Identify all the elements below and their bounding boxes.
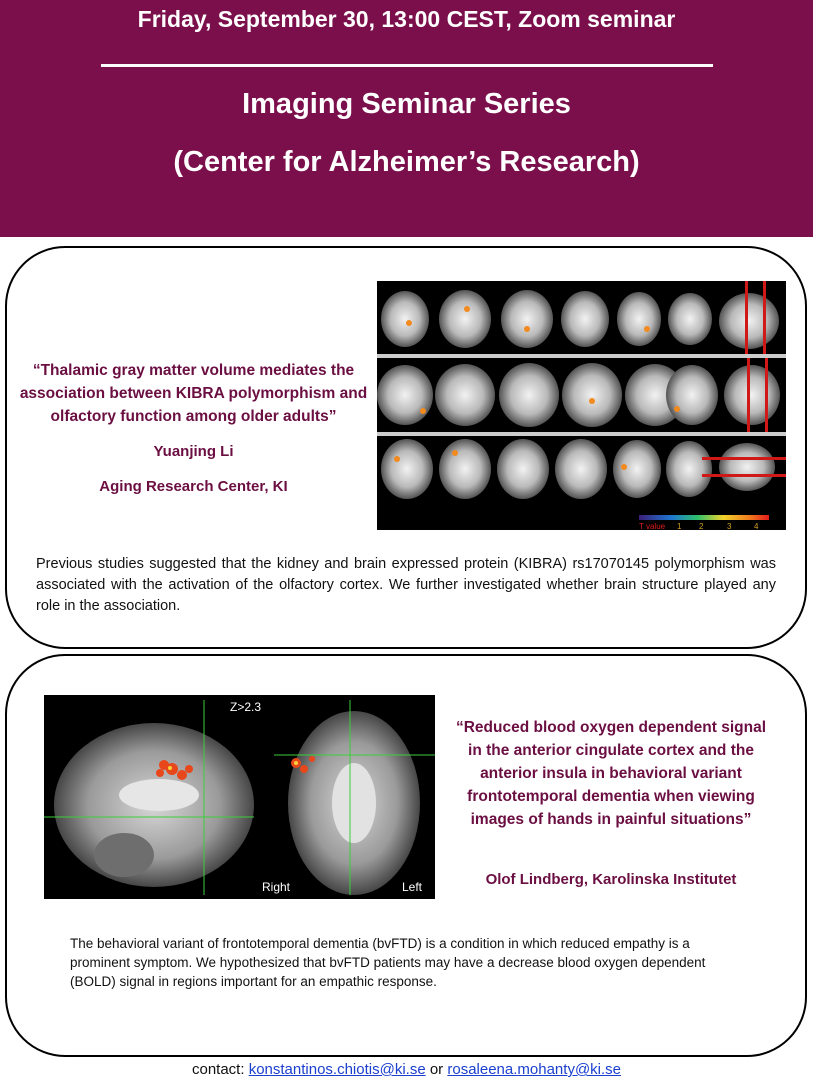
left-label: Left bbox=[402, 880, 423, 894]
right-label: Right bbox=[262, 880, 291, 894]
header-banner bbox=[0, 0, 813, 237]
talk1-card bbox=[5, 246, 807, 649]
talk1-affiliation: Aging Research Center, KI bbox=[99, 478, 288, 495]
talk2-title: “Reduced blood oxygen dependent signal in the anterior cingulate cortex and the anterior insula in behavioral variant frontotemporal dementia when viewing images of hands in painful situations” bbox=[455, 719, 767, 828]
brain-slices-image bbox=[377, 281, 786, 530]
colorbar-tick-4: 4 bbox=[754, 522, 759, 530]
talk1-brain-figure bbox=[377, 281, 786, 530]
email-link-mohanty[interactable]: rosaleena.mohanty@ki.se bbox=[447, 1061, 622, 1078]
colorbar-tick-3: 3 bbox=[727, 522, 732, 530]
email-link-chiotis[interactable]: konstantinos.chiotis@ki.se bbox=[248, 1061, 426, 1078]
colorbar-label: T value bbox=[639, 522, 666, 530]
center-name: (Center for Alzheimer’s Research) bbox=[173, 146, 640, 178]
talk2-speaker: Olof Lindberg, Karolinska Institutet bbox=[485, 871, 737, 888]
talk2-card bbox=[5, 654, 807, 1057]
z-threshold-label: Z>2.3 bbox=[230, 700, 262, 714]
fmri-image bbox=[44, 695, 435, 899]
seminar-date: Friday, September 30, 13:00 CEST, Zoom seminar bbox=[137, 6, 676, 32]
talk1-speaker: Yuanjing Li bbox=[153, 443, 234, 460]
contact-prefix: contact: bbox=[191, 1061, 245, 1078]
series-title: Imaging Seminar Series bbox=[242, 88, 571, 120]
talk2-abstract: The behavioral variant of frontotemporal dementia (bvFTD) is a condition in which reduced empathy is a prominent symptom. We hypothesized that bvFTD patients may have a decrease blood oxygen dependent (BOLD) signal in regions important for an empathic response. bbox=[70, 936, 706, 989]
talk1-title: “Thalamic gray matter volume mediates the association between KIBRA polymorphism and olfactory function among older adults” bbox=[19, 362, 368, 425]
colorbar bbox=[639, 515, 769, 520]
colorbar-tick-1: 1 bbox=[677, 522, 682, 530]
colorbar-tick-2: 2 bbox=[699, 522, 704, 530]
talk2-brain-figure bbox=[44, 695, 435, 899]
contact-separator: or bbox=[429, 1061, 444, 1078]
talk1-abstract: Previous studies suggested that the kidney and brain expressed protein (KIBRA) rs17070145 polymorphism was associated with the activation of the olfactory cortex. We further investigated whether brain structure played any role in the association. bbox=[36, 556, 776, 614]
header-divider bbox=[101, 64, 713, 67]
contact-line bbox=[0, 1061, 813, 1078]
